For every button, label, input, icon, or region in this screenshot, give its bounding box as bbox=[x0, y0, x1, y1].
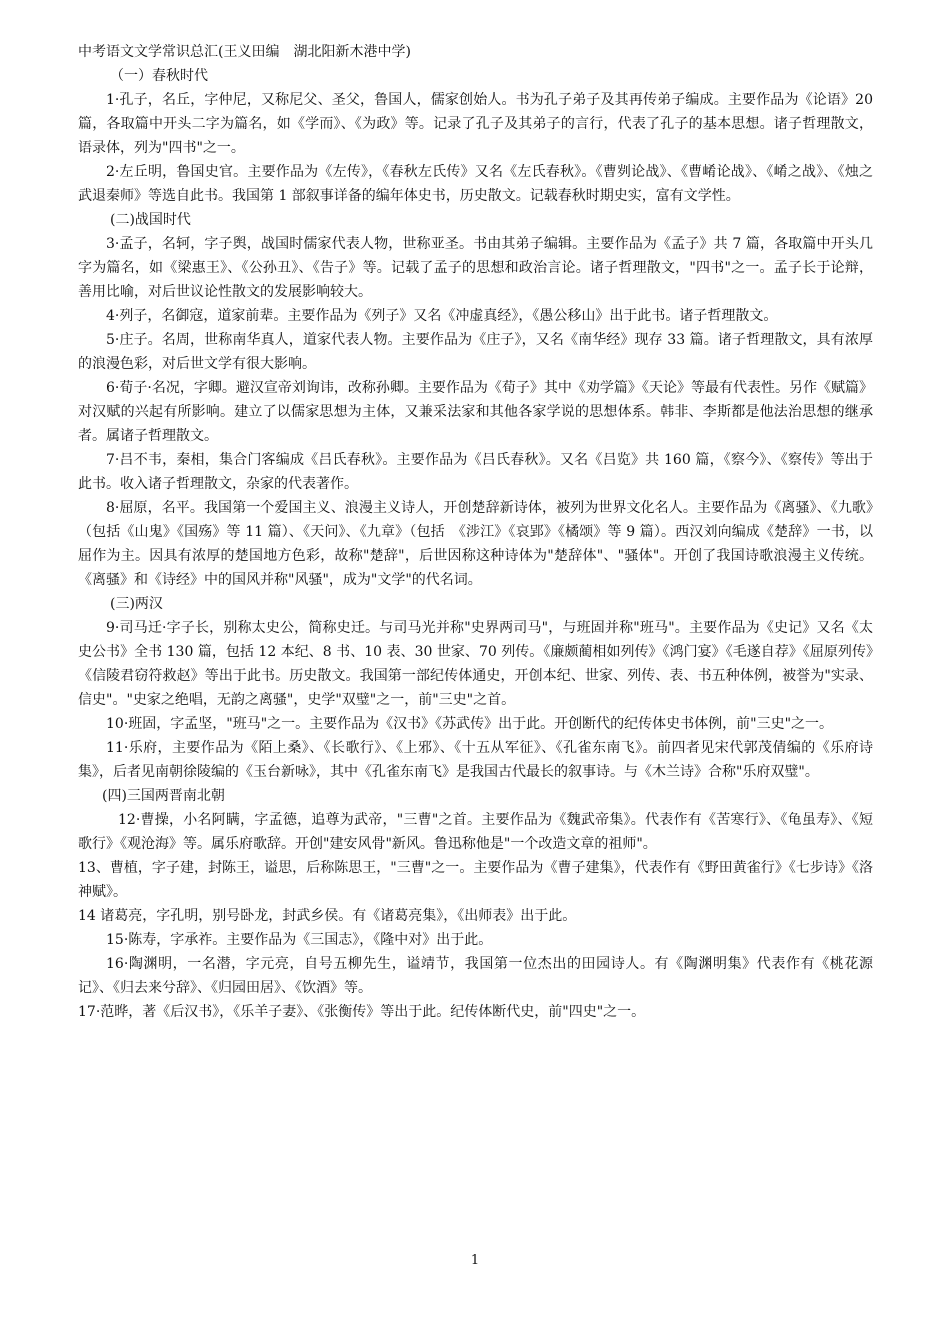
entry-sima-qian: 9·司马迁·字子长，别称太史公，简称史迁。与司马光并称"史界两司马"，与班固并称"班马"。主要作品为《史记》又名《太史公书》全书 130 篇，包括 12 本纪、8 书、10 表、30 世家、70 列传。《廉颇蔺相如列传》《鸿门宴》《毛遂自荐》《屈原列传》《信陵君窃符救赵》等出于此书。历史散文。我国第一部纪传体通史，开创本纪、世家、列传、表、书五种体例，被誉为"实录、信史"。"史家之绝唱，无韵之离骚"，史学"双璧"之一，前"三史"之首。 bbox=[78, 620, 873, 708]
entry-mencius: 3·孟子，名轲，字子舆，战国时儒家代表人物，世称亚圣。书由其弟子编辑。主要作品为《孟子》共 7 篇，各取篇中开头几字为篇名，如《梁惠王》、《公孙丑》、《告子》等。记载了孟子的思想和政治言论。诸子哲理散文，"四书"之一。孟子长于论辩，善用比喻，对后世议论性散文的发展影响较大。 bbox=[78, 236, 873, 300]
section-heading-zhanguo: (二)战国时代 bbox=[110, 212, 191, 228]
entry-tao-yuanming: 16·陶渊明，一名潜，字元亮，自号五柳先生，谥靖节，我国第一位杰出的田园诗人。有《陶渊明集》代表作有《桃花源记》、《归去来兮辞》、《归园田居》、《饮酒》等。 bbox=[78, 956, 873, 996]
entry-zuo-qiuming: 2·左丘明，鲁国史官。主要作品为《左传》，《春秋左氏传》又名《左氏春秋》。《曹刿论战》、《曹崤论战》、《崤之战》、《烛之武退秦师》等选自此书。我国第 1 部叙事详备的编年体史书，历史散文。记载春秋时期史实，富有文学性。 bbox=[78, 164, 873, 204]
entry-qu-yuan: 8·屈原，名平。我国第一个爱国主义、浪漫主义诗人，开创楚辞新诗体，被列为世界文化名人。主要作品为《离骚》、《九歌》（包括《山鬼》《国殇》等 11 篇）、《天问》、《九章》（包括 《涉江》《哀郢》《橘颂》等 9 篇）。西汉刘向编成《楚辞》一书，以屈作为主。因具有浓厚的楚国地方色彩，故称"楚辞"，后世因称这种诗体为"楚辞体"、"骚体"。开创了我国诗歌浪漫主义传统。《离骚》和《诗经》中的国风并称"风骚"，成为"文学"的代名词。 bbox=[78, 500, 873, 588]
document-body bbox=[78, 40, 873, 1024]
entry-xunzi: 6·荀子·名况，字卿。避汉宣帝刘询讳，改称孙卿。主要作品为《荀子》其中《劝学篇》《天论》等最有代表性。另作《赋篇》对汉赋的兴起有所影响。建立了以儒家思想为主体，又兼采法家和其他各家学说的思想体系。韩非、李斯都是他法治思想的继承者。属诸子哲理散文。 bbox=[78, 380, 873, 444]
entry-cao-zhi: 13、曹植，字子建，封陈王，谥思，后称陈思王，"三曹"之一。主要作品为《曹子建集》，代表作有《野田黄雀行》《七步诗》《洛神赋》。 bbox=[78, 860, 873, 900]
entry-lu-buwei: 7·吕不韦，秦相，集合门客编成《吕氏春秋》。主要作品为《吕氏春秋》。又名《吕览》共 160 篇，《察今》、《察传》等出于此书。收入诸子哲理散文，杂家的代表著作。 bbox=[78, 452, 873, 492]
section-heading-lianghan: (三)两汉 bbox=[110, 596, 163, 612]
entry-cao-cao: 12·曹操，小名阿瞒，字孟德，追尊为武帝，"三曹"之首。主要作品为《魏武帝集》。代表作有《苦寒行》、《龟虽寿》、《短歌行》《观沧海》等。属乐府歌辞。开创"建安风骨"新风。鲁迅称他是"一个改造文章的祖师"。 bbox=[78, 812, 873, 852]
entry-ban-gu: 10·班固，字孟坚，"班马"之一。主要作品为《汉书》《苏武传》出于此。开创断代的纪传体史书体例，前"三史"之一。 bbox=[106, 716, 834, 732]
section-heading-sanguo: (四)三国两晋南北朝 bbox=[102, 788, 225, 804]
section-heading-chunqiu: （一）春秋时代 bbox=[110, 68, 208, 84]
document-title: 中考语文文学常识总汇(王义田编 湖北阳新木港中学) bbox=[78, 44, 411, 60]
entry-zhuangzi: 5·庄子。名周，世称南华真人，道家代表人物。主要作品为《庄子》，又名《南华经》现存 33 篇。诸子哲理散文，具有浓厚的浪漫色彩，对后世文学有很大影响。 bbox=[78, 332, 873, 372]
entry-liezi: 4·列子，名御寇，道家前辈。主要作品为《列子》又名《冲虚真经》，《愚公移山》出于此书。诸子哲理散文。 bbox=[106, 308, 778, 324]
entry-chen-shou: 15·陈寿，字承祚。主要作品为《三国志》，《隆中对》出于此。 bbox=[106, 932, 493, 948]
entry-yuefu: 11·乐府，主要作品为《陌上桑》、《长歌行》、《上邪》、《十五从军征》、《孔雀东南飞》。前四者见宋代郭茂倩编的《乐府诗集》，后者见南朝徐陵编的《玉台新咏》，其中《孔雀东南飞》是我国古代最长的叙事诗。与《木兰诗》合称"乐府双璧"。 bbox=[78, 740, 873, 780]
entry-fan-ye: 17·范晔，著《后汉书》，《乐羊子妻》、《张衡传》等出于此。纪传体断代史，前"四史"之一。 bbox=[78, 1004, 646, 1020]
page-number: 1 bbox=[470, 1253, 480, 1268]
entry-zhuge-liang: 14 诸葛亮，字孔明，别号卧龙，封武乡侯。有《诸葛亮集》，《出师表》出于此。 bbox=[78, 908, 577, 924]
entry-confucius: 1·孔子，名丘，字仲尼，又称尼父、圣父，鲁国人，儒家创始人。书为孔子弟子及其再传弟子编成。主要作品为《论语》20 篇，各取篇中开头二字为篇名，如《学而》、《为政》等。记录了孔子及其弟子的言行，代表了孔子的基本思想。诸子哲理散文，语录体，列为"四书"之一。 bbox=[78, 92, 873, 156]
